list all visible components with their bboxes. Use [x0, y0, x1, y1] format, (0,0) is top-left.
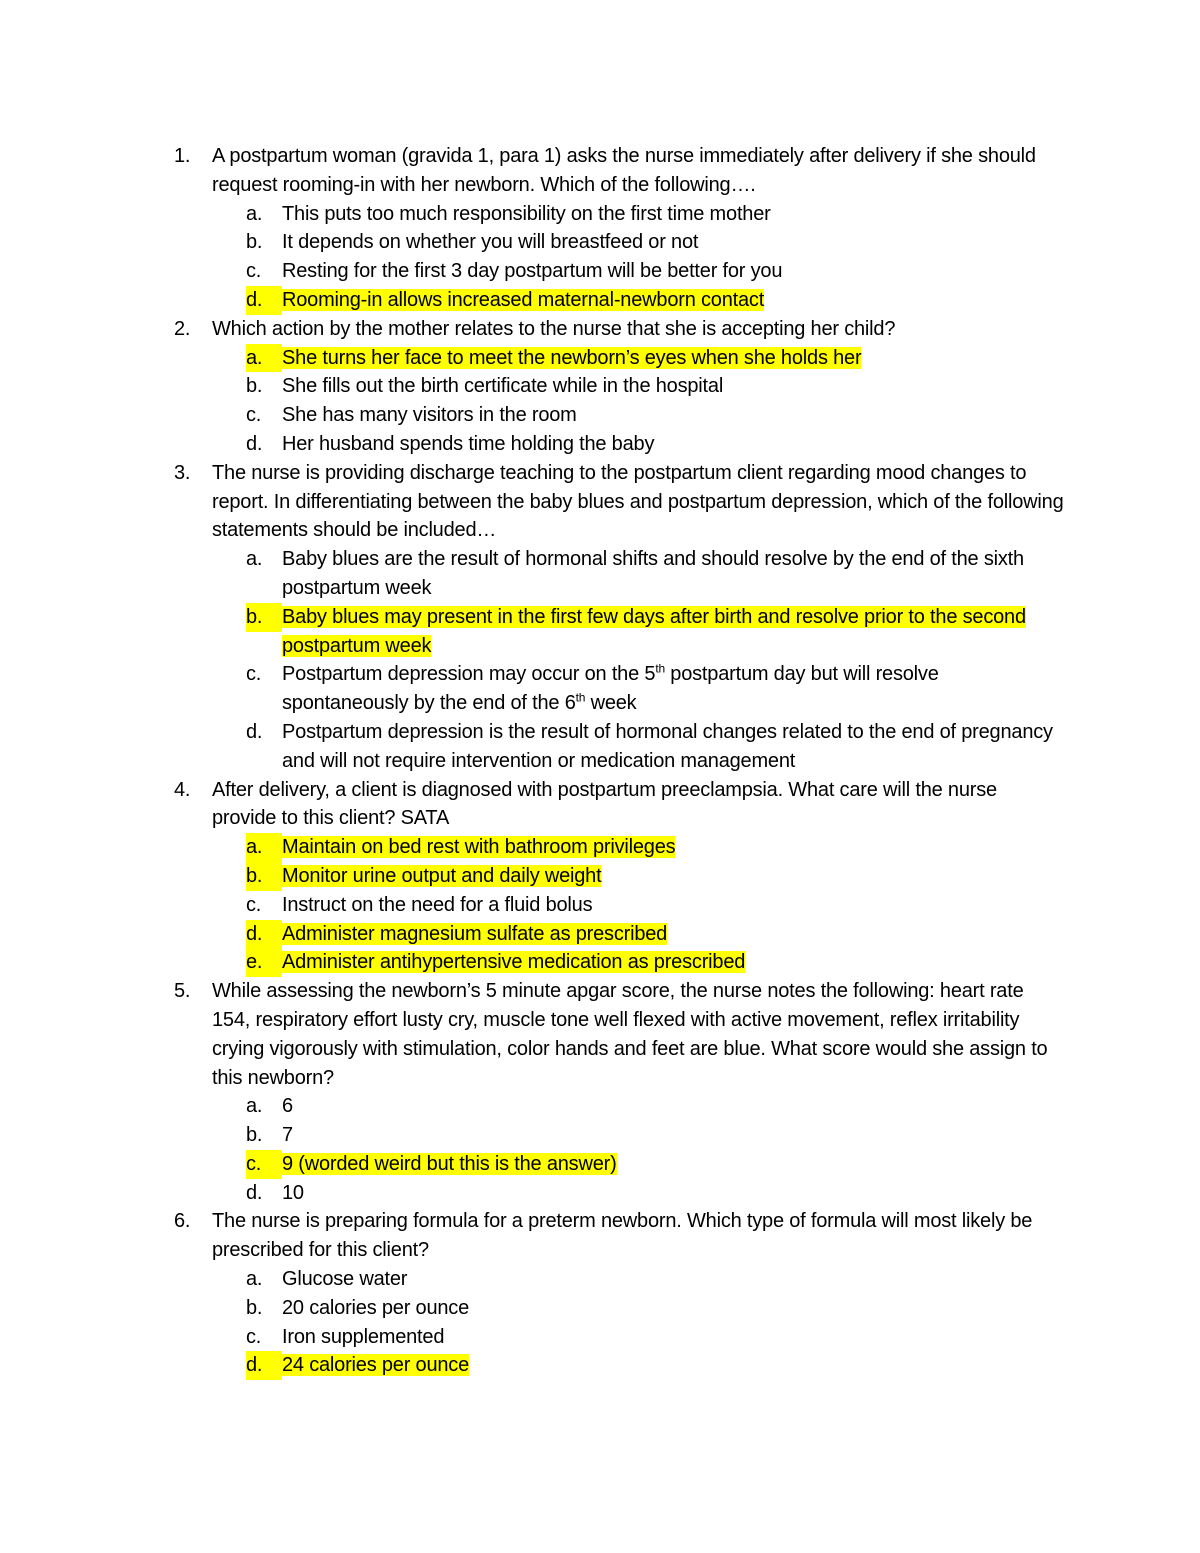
option-text: Glucose water — [282, 1268, 408, 1291]
answer-body — [282, 1297, 469, 1319]
question-6 — [174, 1207, 1064, 1380]
correct-answer-highlight — [282, 1153, 617, 1175]
question-4 — [174, 776, 1064, 978]
correct-answer-highlight — [282, 923, 667, 945]
answer-option-1-0 — [212, 200, 1064, 229]
option-text: She turns her face to meet the newborn’s eyes when she holds her — [282, 346, 862, 369]
option-text: Her husband spends time holding the baby — [282, 432, 655, 455]
answer-option-4-0 — [212, 833, 1064, 862]
option-label: d. — [246, 1181, 263, 1204]
answer-body — [282, 433, 654, 455]
option-text: Rooming-in allows increased maternal-newborn contact — [282, 288, 765, 311]
question-number: 5. — [174, 980, 191, 1003]
answer-option-4-3 — [212, 920, 1064, 949]
answer-body — [282, 1095, 293, 1117]
option-text: Postpartum depression is the result of hormonal changes related to the end of pregnancy and will not require intervention or medication management — [282, 720, 1053, 772]
answer-option-4-4 — [212, 948, 1064, 977]
answer-option-2-0 — [212, 344, 1064, 373]
answer-body — [282, 260, 782, 282]
answer-option-5-1 — [212, 1121, 1064, 1150]
question-list — [174, 142, 1064, 1380]
option-label: c. — [246, 260, 262, 283]
answer-option-4-1 — [212, 862, 1064, 891]
option-label: e. — [246, 948, 282, 977]
option-text: It depends on whether you will breastfeed or not — [282, 231, 699, 254]
ordinal-superscript: th — [655, 661, 665, 676]
option-text: She has many visitors in the room — [282, 404, 577, 427]
option-label: a. — [246, 202, 263, 225]
option-text: Monitor urine output and daily weight — [282, 864, 602, 887]
answer-options — [212, 833, 1064, 977]
answer-body — [282, 231, 698, 253]
question-text: After delivery, a client is diagnosed with postpartum preeclampsia. What care will the nurse provide to this client? SATA — [212, 778, 997, 830]
answer-option-3-0 — [212, 545, 1064, 603]
answer-body — [282, 203, 771, 225]
answer-options — [212, 1092, 1064, 1207]
question-text: The nurse is providing discharge teaching to the postpartum client regarding mood changes to report. In differentiating between the baby blues and postpartum depression, which of the following statements should be included… — [212, 461, 1064, 542]
option-label: c. — [246, 1325, 262, 1348]
option-label: c. — [246, 893, 262, 916]
option-text: 20 calories per ounce — [282, 1296, 470, 1319]
option-label: d. — [246, 1351, 282, 1380]
answer-option-2-3 — [212, 430, 1064, 459]
answer-option-2-2 — [212, 401, 1064, 430]
question-number: 2. — [174, 317, 191, 340]
answer-body — [282, 721, 1053, 772]
option-label: c. — [246, 404, 262, 427]
answer-option-1-2 — [212, 257, 1064, 286]
option-label: c. — [246, 663, 262, 686]
answer-option-6-2 — [212, 1323, 1064, 1352]
answer-option-5-2 — [212, 1150, 1064, 1179]
option-label: b. — [246, 1296, 263, 1319]
option-label: b. — [246, 603, 282, 632]
option-text: 9 (worded weird but this is the answer) — [282, 1152, 617, 1175]
answer-option-4-2 — [212, 891, 1064, 920]
answer-option-1-3 — [212, 286, 1064, 315]
option-label: d. — [246, 720, 263, 743]
answer-body — [282, 548, 1024, 599]
option-text: Administer antihypertensive medication as prescribed — [282, 951, 746, 974]
correct-answer-highlight — [282, 347, 861, 369]
option-label: b. — [246, 231, 263, 254]
option-text: 24 calories per ounce — [282, 1354, 470, 1377]
option-label: a. — [246, 1095, 263, 1118]
option-label: b. — [246, 862, 282, 891]
question-number: 1. — [174, 145, 191, 167]
question-number: 3. — [174, 461, 191, 484]
answer-option-6-3 — [212, 1351, 1064, 1380]
option-text: Resting for the first 3 day postpartum will be better for you — [282, 260, 783, 283]
answer-option-5-0 — [212, 1092, 1064, 1121]
question-5 — [174, 977, 1064, 1207]
answer-option-5-3 — [212, 1179, 1064, 1208]
option-label: a. — [246, 548, 263, 571]
option-label: d. — [246, 432, 263, 455]
answer-option-3-2 — [212, 660, 1064, 718]
answer-body — [282, 1268, 407, 1290]
option-label: d. — [246, 286, 282, 315]
answer-options — [212, 200, 1064, 315]
option-label: b. — [246, 375, 263, 398]
answer-body — [282, 663, 939, 714]
option-text: 7 — [282, 1124, 293, 1147]
correct-answer-highlight — [282, 865, 601, 887]
answer-option-3-1 — [212, 603, 1064, 661]
option-label: b. — [246, 1124, 263, 1147]
option-text: Maintain on bed rest with bathroom privileges — [282, 836, 676, 859]
answer-option-1-1 — [212, 228, 1064, 257]
question-1 — [174, 142, 1064, 315]
option-label: c. — [246, 1150, 282, 1179]
option-text: She fills out the birth certificate while in the hospital — [282, 375, 724, 398]
correct-answer-highlight — [282, 836, 675, 858]
answer-option-3-3 — [212, 718, 1064, 776]
option-text: Iron supplemented — [282, 1325, 445, 1348]
question-3 — [174, 459, 1064, 776]
option-text: Baby blues may present in the first few days after birth and resolve prior to the second postpartum week — [282, 605, 1026, 657]
correct-answer-highlight — [282, 606, 1026, 657]
option-text-part: Postpartum depression may occur on the 5 — [282, 663, 656, 686]
option-text: 10 — [282, 1181, 304, 1204]
answer-body — [282, 1182, 304, 1204]
option-label: a. — [246, 1268, 263, 1291]
ordinal-superscript: th — [575, 690, 586, 705]
correct-answer-highlight — [282, 1354, 469, 1376]
answer-options — [212, 344, 1064, 459]
answer-option-6-0 — [212, 1265, 1064, 1294]
answer-options — [212, 1265, 1064, 1380]
question-text: While assessing the newborn’s 5 minute apgar score, the nurse notes the following: heart rate 154, respiratory effort lusty cry, muscle tone well flexed with active movement, reflex irritability crying vigorously with stimulation, color hands and feet are blue. What score would she assign to this newborn? — [212, 980, 1048, 1089]
option-label: a. — [246, 344, 282, 373]
question-number: 4. — [174, 778, 191, 801]
correct-answer-highlight — [282, 951, 745, 973]
answer-body — [282, 375, 723, 397]
correct-answer-highlight — [282, 289, 764, 311]
question-text: Which action by the mother relates to the nurse that she is accepting her child? — [212, 317, 896, 340]
answer-option-6-1 — [212, 1294, 1064, 1323]
option-text: Administer magnesium sulfate as prescribed — [282, 922, 668, 945]
option-label: d. — [246, 920, 282, 949]
answer-option-2-1 — [212, 372, 1064, 401]
option-text: 6 — [282, 1095, 293, 1118]
question-2 — [174, 315, 1064, 459]
answer-body — [282, 1326, 444, 1348]
answer-body — [282, 404, 577, 426]
question-text: The nurse is preparing formula for a preterm newborn. Which type of formula will most likely be prescribed for this client? — [212, 1210, 1033, 1262]
option-text-part: week — [585, 692, 637, 715]
answer-body — [282, 894, 592, 916]
question-text: A postpartum woman (gravida 1, para 1) asks the nurse immediately after delivery if she should request rooming-in with her newborn. Which of the following…. — [212, 145, 1036, 196]
option-label: a. — [246, 833, 282, 862]
question-number: 6. — [174, 1210, 191, 1233]
option-text: Baby blues are the result of hormonal shifts and should resolve by the end of the sixth postpartum week — [282, 548, 1024, 599]
option-text-part: postpartum day but will resolve spontaneously by the end of the 6 — [282, 663, 939, 715]
answer-options — [212, 545, 1064, 775]
answer-body — [282, 1124, 293, 1146]
option-text: Instruct on the need for a fluid bolus — [282, 893, 593, 916]
option-text: This puts too much responsibility on the first time mother — [282, 202, 771, 225]
